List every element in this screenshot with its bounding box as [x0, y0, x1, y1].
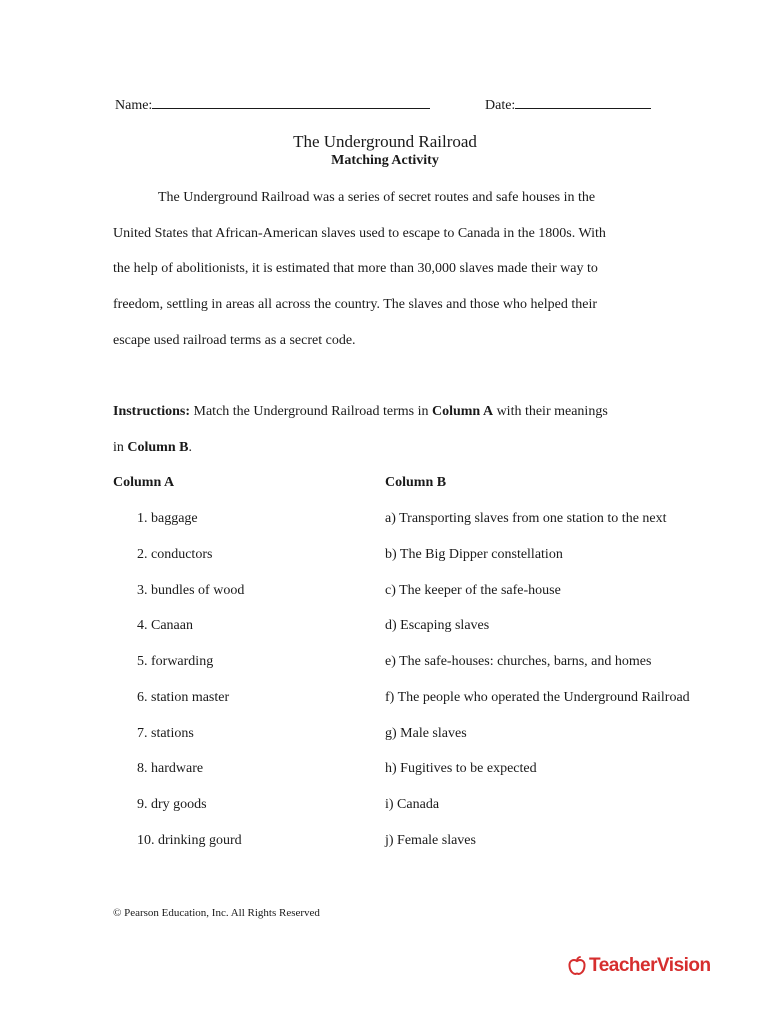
logo-text: TeacherVision [589, 955, 711, 976]
column-b-header: Column B [385, 475, 447, 490]
column-a-item: 10. drinking gourd [137, 833, 242, 848]
column-a-item: 8. hardware [137, 761, 204, 776]
date-label: Date: [485, 98, 516, 113]
instructions-col-b: Column B [127, 440, 189, 455]
instructions-text: in [113, 440, 128, 455]
column-b-item: g) Male slaves [385, 726, 467, 741]
column-a-item: 6. station master [137, 690, 230, 705]
column-a-item: 3. bundles of wood [137, 583, 245, 598]
column-a-item: 4. Canaan [137, 618, 193, 633]
intro-line: escape used railroad terms as a secret code. [113, 333, 356, 348]
intro-line: United States that African-American slaves used to escape to Canada in the 1800s. With [113, 226, 606, 241]
column-a-item: 5. forwarding [137, 654, 214, 669]
name-label: Name: [115, 98, 153, 113]
date-field[interactable] [485, 94, 651, 114]
apple-icon [568, 956, 586, 976]
column-b-item: c) The keeper of the safe-house [385, 583, 561, 598]
name-field[interactable] [115, 94, 430, 114]
column-b-item: b) The Big Dipper constellation [385, 547, 563, 562]
instructions-text: Match the Underground Railroad terms in [190, 404, 432, 419]
copyright-notice: © Pearson Education, Inc. All Rights Reserved [113, 907, 320, 919]
column-b-item: j) Female slaves [385, 833, 476, 848]
column-b-item: i) Canada [385, 797, 440, 812]
instructions-label: Instructions: [113, 404, 191, 419]
instructions-line-2 [113, 438, 192, 458]
date-line[interactable] [515, 94, 651, 109]
column-b-item: h) Fugitives to be expected [385, 761, 537, 776]
instructions-col-a: Column A [431, 404, 494, 419]
page-title: The Underground Railroad [293, 132, 477, 151]
column-b-item: d) Escaping slaves [385, 618, 490, 633]
column-a-item: 9. dry goods [137, 797, 207, 812]
column-a-header: Column A [113, 475, 175, 490]
intro-line: The Underground Railroad was a series of secret routes and safe houses in the [158, 190, 596, 205]
instructions-text: . [188, 440, 192, 455]
teachervision-logo [568, 955, 711, 977]
intro-line: freedom, settling in areas all across the country. The slaves and those who helped their [113, 297, 598, 312]
column-b-item: a) Transporting slaves from one station to the next [385, 511, 667, 526]
instructions-text: with their meanings [493, 404, 608, 419]
column-a-item: 7. stations [137, 726, 194, 741]
page-subtitle: Matching Activity [331, 153, 439, 168]
instructions-line-1 [113, 402, 608, 422]
column-b-item: f) The people who operated the Underground Railroad [385, 690, 690, 705]
intro-line: the help of abolitionists, it is estimated that more than 30,000 slaves made their way to [113, 261, 598, 276]
name-line[interactable] [152, 94, 430, 109]
column-b-item: e) The safe-houses: churches, barns, and homes [385, 654, 652, 669]
column-a-item: 2. conductors [137, 547, 213, 562]
column-a-item: 1. baggage [137, 511, 198, 526]
